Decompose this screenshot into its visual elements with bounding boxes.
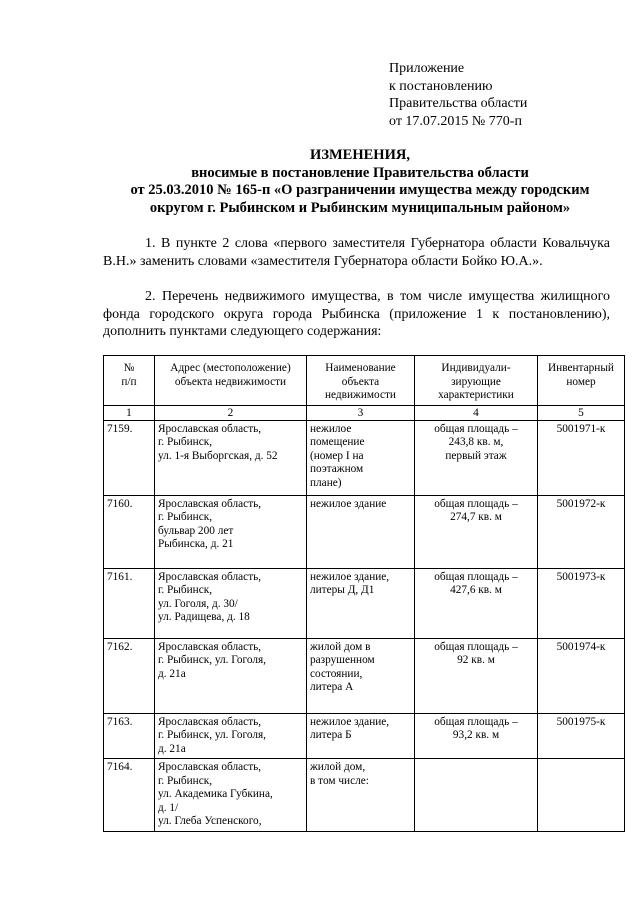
cell-text-line: 92 кв. м [457,654,495,666]
cell-text-line: в том числе: [310,774,369,787]
cell-text-line: д. 21а [158,742,186,755]
cell-text-line: 5001971-к [556,422,606,435]
cell-text-line: Ярославская область, [158,497,262,510]
row-address-cell [155,759,307,832]
cell-text-line: Ярославская область, [158,570,262,583]
cell-text-line: первый этаж [445,449,507,462]
row-inventory-cell [538,420,625,495]
cell-text-line: г. Рыбинск, [158,511,213,523]
row-inventory-cell [538,713,625,759]
index-cell: 2 [155,405,307,420]
cell-text-line: 93,2 кв. м [452,729,500,741]
row-address-cell [155,638,307,713]
cell-text-line: ул. Академика Губкина, [158,788,273,800]
header-inventory [538,356,625,406]
row-inventory-cell [538,568,625,638]
index-cell: 5 [538,405,625,420]
header-name [307,356,415,406]
cell-text-line: г. Рыбинск, [158,584,213,596]
cell-text-line: литера А [310,681,354,693]
cell-text-line: литеры Д, Д1 [310,584,375,596]
row-number-cell [104,420,155,495]
cell-text-line: бульвар 200 лет [158,524,234,537]
cell-text-line: г. Рыбинск, [158,774,213,787]
cell-text-line: общая площадь – [434,640,518,653]
row-inventory-cell [538,759,625,832]
header-text-line: Инвентарный [548,362,614,374]
header-text-line: объекта недвижимости [174,375,287,388]
cell-text-line: 7159. [107,422,133,435]
row-address-cell [155,568,307,638]
table-row [104,713,625,759]
cell-text-line: ул. 1-я Выборгская, д. 52 [158,449,278,462]
row-characteristics-cell [415,713,538,759]
cell-text-line: нежилое здание [310,497,387,510]
paragraph-1: 1. В пункте 2 слова «первого заместителя Губернатора области Ковальчука В.Н.» заменить словами «заместителя Губернатора области Бойко Ю.А.». [103,236,610,269]
header-text-line: № [123,362,135,374]
table-row [104,568,625,638]
cell-text-line: д. 21а [158,667,186,680]
cell-text-line: жилой дом в [310,640,371,653]
row-address-cell [155,420,307,495]
heading-line: округом г. Рыбинском и Рыбинским муниципальным районом» [149,199,571,216]
header-number [104,356,155,406]
table-row [104,759,625,832]
cell-text-line: общая площадь – [434,422,518,435]
cell-text-line: нежилое здание, [310,570,390,583]
cell-text-line: нежилое здание, [310,715,390,728]
header-text-line: Адрес (местоположение) [170,362,291,374]
header-text-line: характеристики [438,389,514,401]
header-text-line: п/п [121,375,137,388]
row-name-cell [307,495,415,568]
cell-text-line: общая площадь – [434,715,518,728]
cell-text-line: 5001973-к [556,570,606,583]
table-body [104,420,625,831]
header-characteristics [415,356,538,406]
appendix-line: к постановлению [389,78,493,94]
header-text-line: Наименование [325,362,396,374]
property-table [103,355,625,832]
cell-text-line: Рыбинска, д. 21 [158,538,234,550]
cell-text-line: Ярославская область, [158,761,262,773]
table-index-row [104,405,625,420]
cell-text-line: (номер I на [310,449,364,462]
cell-text-line: 274,7 кв. м [450,511,502,523]
cell-text-line: д. 1/ [158,801,179,814]
cell-text-line: общая площадь – [434,570,518,583]
appendix-line: Правительства области [389,96,528,111]
cell-text-line: Ярославская область, [158,422,262,435]
cell-text-line: 7164. [107,761,133,773]
row-address-cell [155,495,307,568]
cell-text-line: Ярославская область, [158,640,262,653]
row-number-cell [104,638,155,713]
document-heading [70,147,640,217]
appendix-line: Приложение [389,61,465,76]
row-characteristics-cell [415,638,538,713]
row-inventory-cell [538,638,625,713]
cell-text-line: г. Рыбинск, [158,436,213,448]
row-characteristics-cell [415,568,538,638]
cell-text-line: 5001975-к [556,715,606,728]
row-name-cell [307,638,415,713]
cell-text-line: 7161. [107,570,133,583]
cell-text-line: 5001972-к [556,497,606,510]
table-row [104,420,625,495]
row-name-cell [307,759,415,832]
cell-text-line: жилой дом, [310,761,366,773]
header-text-line: номер [566,375,596,388]
cell-text-line: плане) [310,476,342,489]
heading-title: ИЗМЕНЕНИЯ, [310,147,410,163]
paragraph-2: 2. Перечень недвижимого имущества, в том числе имущества жилищного фонда городского округа города Рыбинска (приложение 1 к постановлению), дополнить пунктами следующего содержания: [103,289,610,339]
cell-text-line: общая площадь – [434,497,518,510]
cell-text-line: нежилое [310,422,352,435]
index-cell: 3 [307,405,415,420]
cell-text-line: г. Рыбинск, ул. Гоголя, [158,729,267,741]
header-text-line: Индивидуали- [441,362,511,374]
row-address-cell [155,713,307,759]
cell-text-line: 7160. [107,497,133,510]
heading-line: вносимые в постановление Правительства области [191,164,529,181]
row-number-cell [104,713,155,759]
index-cell: 4 [415,405,538,420]
table-header-row [104,356,625,406]
header-text-line: объекта [341,375,380,388]
cell-text-line: 7163. [107,715,133,728]
row-number-cell [104,759,155,832]
cell-text-line: ул. Глеба Успенского, [158,815,262,827]
row-name-cell [307,713,415,759]
table-row [104,495,625,568]
cell-text-line: г. Рыбинск, ул. Гоголя, [158,654,267,666]
row-characteristics-cell [415,495,538,568]
cell-text-line: ул. Радищева, д. 18 [158,611,250,623]
cell-text-line: литера Б [310,729,352,741]
row-number-cell [104,568,155,638]
row-number-cell [104,495,155,568]
cell-text-line: 243,8 кв. м, [448,436,504,448]
cell-text-line: разрушенном [310,654,375,666]
cell-text-line: Ярославская область, [158,715,262,728]
index-cell: 1 [104,405,155,420]
appendix-line: от 17.07.2015 № 770-п [389,113,522,129]
header-address [155,356,307,406]
header-text-line: зирующие [451,375,501,388]
heading-line: от 25.03.2010 № 165-п «О разграничении имущества между городским [130,182,590,198]
row-name-cell [307,420,415,495]
cell-text-line: ул. Гоголя, д. 30/ [158,597,238,610]
cell-text-line: помещение [310,436,365,448]
cell-text-line: 427,6 кв. м [450,584,502,596]
cell-text-line: 7162. [107,640,133,653]
row-inventory-cell [538,495,625,568]
row-characteristics-cell [415,420,538,495]
cell-text-line: поэтажном [310,463,364,475]
header-text-line: недвижимости [325,389,396,401]
appendix-block [389,60,527,130]
row-characteristics-cell [415,759,538,832]
cell-text-line: состоянии, [310,667,363,680]
row-name-cell [307,568,415,638]
cell-text-line: 5001974-к [556,640,606,653]
table-row [104,638,625,713]
